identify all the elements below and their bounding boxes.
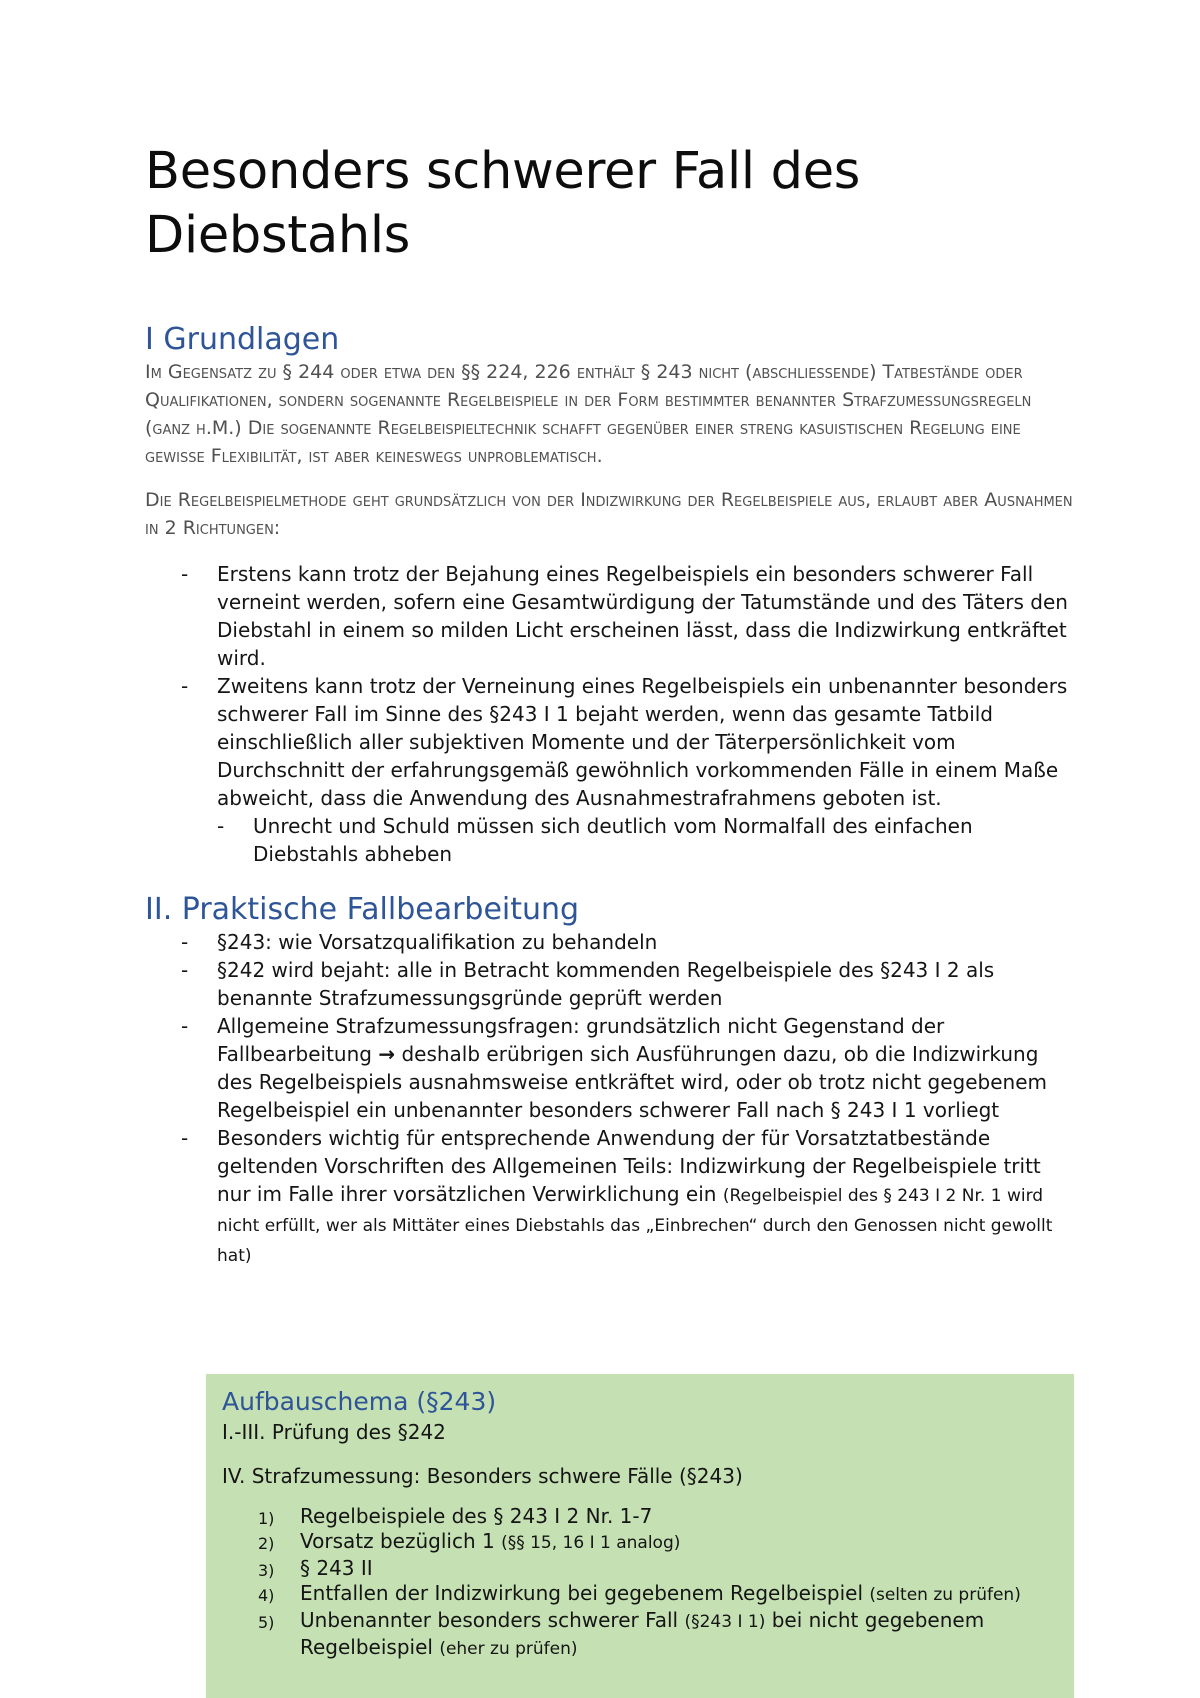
list-item-text: §243: wie Vorsatzqualifikation zu behandeln — [217, 930, 658, 954]
item-note: (selten zu prüfen) — [869, 1585, 1021, 1605]
item-text: bei nicht gegebenem Regelbeispiel — [300, 1608, 985, 1659]
dash-bullet: - — [181, 1014, 189, 1038]
dash-bullet: - — [181, 958, 189, 982]
item-note: (eher zu prüfen) — [439, 1639, 578, 1659]
list-item — [145, 1012, 1075, 1124]
dash-bullet: - — [181, 562, 189, 586]
list-item — [145, 672, 1075, 868]
list-item-text: Besonders wichtig für entsprechende Anwendung der für Vorsatztatbestände geltenden Vorschriften des Allgemeinen Teils: Indizwirkung der Regelbeispiele tritt nur im Falle ihrer vorsätzlichen Verwirklichung ein — [217, 1126, 1041, 1206]
list-item — [145, 1124, 1075, 1270]
item-number: 5) — [258, 1613, 275, 1632]
item-number: 4) — [258, 1586, 275, 1605]
nested-list — [217, 812, 1075, 868]
item-text: Entfallen der Indizwirkung bei gegebenem Regelbeispiel — [300, 1581, 870, 1605]
numbered-item — [222, 1581, 1058, 1608]
section-heading-grundlagen: I Grundlagen — [145, 322, 340, 357]
box-line: I.-III. Prüfung des §242 — [222, 1420, 446, 1444]
item-text: Vorsatz bezüglich 1 — [300, 1529, 502, 1553]
section-heading-fallbearbeitung: II. Praktische Fallbearbeitung — [145, 892, 580, 927]
regelbeispiel-paragraph: Die Regelbeispielmethode geht grundsätzlich von der Indizwirkung der Regelbeispiele aus, erlaubt aber Ausnahmen in 2 Richtungen: — [145, 489, 1073, 539]
list-item-text: Unrecht und Schuld müssen sich deutlich vom Normalfall des einfachen Diebstahls abheben — [253, 814, 973, 866]
dash-bullet: - — [181, 930, 189, 954]
list-item — [145, 560, 1075, 672]
list-item-text: deshalb erübrigen sich Ausführungen dazu, ob die Indizwirkung des Regelbeispiels ausnahmsweise entkräftet wird, oder ob trotz nicht gegebenem Regelbeispiel ein unbenannter besonders schwerer Fall nach § 243 I 1 vorliegt — [217, 1042, 1048, 1122]
schema-steps-list — [222, 1504, 1058, 1662]
document-title: Besonders schwerer Fall des Diebstahls — [145, 142, 861, 265]
intro-paragraph: Im Gegensatz zu § 244 oder etwa den §§ 224, 226 enthält § 243 nicht (abschliessende) Tatbestände oder Qualifikationen, sondern sogenannte Regelbeispiele in der Form bestimmter benannter Strafzumessungsregeln (ganz h.M.) Die sogenannte Regelbeispieltechnik schafft gegenüber einer streng kasuistischen Regelung eine gewisse Flexibilität, ist aber keineswegs unproblematisch. — [145, 361, 1032, 467]
list-item-text: Erstens kann trotz der Bejahung eines Regelbeispiels ein besonders schwerer Fall verneint werden, sofern eine Gesamtwürdigung der Tatumstände und des Täters den Diebstahl in einem so milden Licht erscheinen lässt, dass die Indizwirkung entkräftet wird. — [217, 562, 1068, 670]
numbered-item — [222, 1504, 1058, 1529]
fallbearbeitung-list — [145, 928, 1075, 1270]
dash-bullet: - — [181, 1126, 189, 1150]
box-heading: Aufbauschema (§243) — [222, 1387, 497, 1416]
numbered-item — [222, 1608, 1058, 1662]
list-item — [145, 956, 1075, 1012]
list-item-text: Allgemeine Strafzumessungsfragen: grundsätzlich nicht Gegenstand der Fallbearbeitung — [217, 1014, 945, 1066]
item-text: Regelbeispiele des § 243 I 2 Nr. 1-7 — [300, 1504, 653, 1528]
numbered-item — [222, 1529, 1058, 1556]
exceptions-list — [145, 560, 1075, 868]
item-note: (§243 I 1) — [684, 1612, 766, 1632]
list-item-text: Zweitens kann trotz der Verneinung eines Regelbeispiels ein unbenannter besonders schwerer Fall im Sinne des §243 I 1 bejaht werden, wenn das gesamte Tatbild einschließlich aller subjektiven Momente und der Täterpersönlichkeit vom Durchschnitt der erfahrungsgemäß gewöhnlich vorkommenden Fälle in einem Maße abweicht, dass die Anwendung des Ausnahmestrafrahmens geboten ist. — [217, 674, 1068, 810]
item-number: 2) — [258, 1534, 275, 1553]
list-item — [217, 812, 1075, 868]
item-text: Unbenannter besonders schwerer Fall — [300, 1608, 685, 1632]
item-number: 1) — [258, 1509, 275, 1528]
dash-bullet: - — [217, 814, 225, 838]
item-number: 3) — [258, 1561, 275, 1580]
list-item-note: (Regelbeispiel des § 243 I 2 Nr. 1 wird nicht erfüllt, wer als Mittäter eines Diebstahls das „Einbrechen“ durch den Genossen nicht gewollt hat) — [217, 1186, 1053, 1266]
item-note: (§§ 15, 16 I 1 analog) — [501, 1533, 681, 1553]
arrow-right-icon: → — [378, 1042, 396, 1066]
numbered-item — [222, 1556, 1058, 1581]
list-item — [145, 928, 1075, 956]
document-content — [145, 140, 1075, 1270]
dash-bullet: - — [181, 674, 189, 698]
box-line: IV. Strafzumessung: Besonders schwere Fälle (§243) — [222, 1464, 743, 1488]
aufbauschema-box — [206, 1374, 1074, 1698]
item-text: § 243 II — [300, 1556, 373, 1580]
list-item-text: §242 wird bejaht: alle in Betracht kommenden Regelbeispiele des §243 I 2 als benannte Strafzumessungsgründe geprüft werden — [217, 958, 995, 1010]
